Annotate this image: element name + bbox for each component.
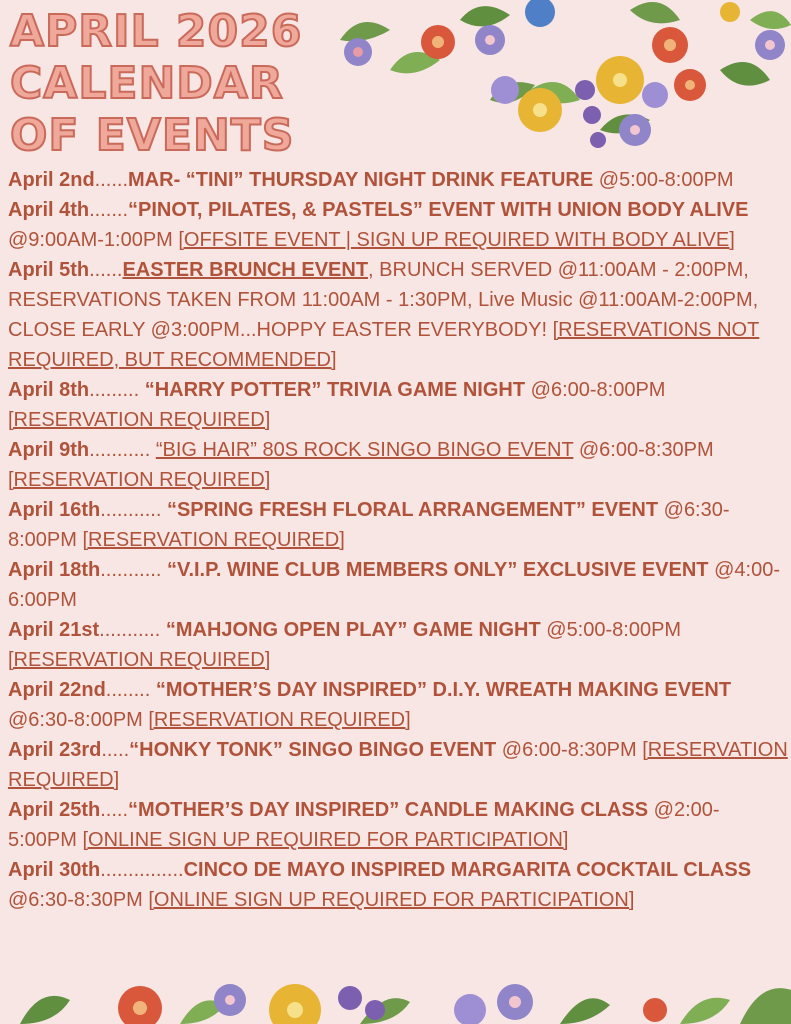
event-item (8, 735, 788, 795)
event-details: @6:30-8:00PM (8, 709, 149, 731)
event-date: April 30th (8, 859, 101, 881)
event-details: @5:00-8:00PM (593, 169, 734, 191)
event-dots: ........... (99, 619, 166, 641)
event-details: @6:30-8:00PM (8, 499, 730, 551)
event-name: “MAHJONG OPEN PLAY” GAME NIGHT (165, 619, 541, 641)
events-list (8, 165, 788, 915)
event-name: “SPRING FRESH FLORAL ARRANGEMENT” EVENT (166, 499, 659, 521)
event-dots: ....... (89, 199, 129, 221)
event-note-link[interactable]: [RESERVATION REQUIRED] (8, 739, 788, 791)
event-item (8, 555, 788, 615)
floral-decoration-top (330, 0, 791, 165)
event-details: , BRUNCH SERVED @11:00AM - 2:00PM, RESERVATIONS TAKEN FROM 11:00AM - 1:30PM, Live Music @11:00AM-2:00PM, CLOSE EARLY @3:00PM...HOPPY EASTER EVERYBODY! (8, 259, 759, 341)
event-dots: ...... (94, 169, 129, 191)
event-date: April 4th (8, 199, 90, 221)
event-details: @4:00-6:00PM (8, 559, 780, 611)
event-item (8, 435, 788, 495)
event-details: @5:00-8:00PM (540, 619, 682, 641)
event-note-link[interactable]: [RESERVATION REQUIRED] (8, 409, 271, 431)
event-note-link[interactable]: [ONLINE SIGN UP REQUIRED FOR PARTICIPATION] (148, 889, 635, 911)
leaf-icon (340, 2, 791, 133)
event-name-link[interactable]: “BIG HAIR” 80S ROCK SINGO BINGO EVENT (155, 439, 574, 461)
event-note-link[interactable]: [RESERVATIONS NOT REQUIRED, BUT RECOMMENDED] (8, 319, 760, 371)
event-item (8, 195, 788, 255)
event-item (8, 255, 788, 375)
event-name: “V.I.P. WINE CLUB MEMBERS ONLY” EXCLUSIVE EVENT (166, 559, 709, 581)
event-date: April 18th (8, 559, 101, 581)
event-dots: ......... (89, 379, 145, 401)
event-date: April 22nd (8, 679, 106, 701)
event-note-link[interactable]: [RESERVATION REQUIRED] (82, 529, 345, 551)
title-line: OF EVENTS (10, 110, 295, 161)
event-details: @2:00-5:00PM (8, 799, 720, 851)
event-date: April 25th (8, 799, 101, 821)
event-dots: ........... (100, 499, 167, 521)
event-note-link[interactable]: [RESERVATION REQUIRED] (8, 649, 271, 671)
event-name: MAR- “TINI” THURSDAY NIGHT DRINK FEATURE (128, 169, 594, 191)
event-name: “MOTHER’S DAY INSPIRED” CANDLE MAKING CLASS (128, 799, 649, 821)
event-dots: ............... (100, 859, 184, 881)
event-item (8, 375, 788, 435)
event-name: “MOTHER’S DAY INSPIRED” D.I.Y. WREATH MAKING EVENT (155, 679, 732, 701)
event-dots: ........ (105, 679, 156, 701)
event-name: “PINOT, PILATES, & PASTELS” EVENT WITH UNION BODY ALIVE (128, 199, 749, 221)
event-date: April 5th (8, 259, 90, 281)
event-details: @9:00AM-1:00PM (8, 229, 179, 251)
event-item (8, 615, 788, 675)
page-title (10, 6, 302, 162)
event-date: April 23rd (8, 739, 102, 761)
event-name: “HARRY POTTER” TRIVIA GAME NIGHT (144, 379, 526, 401)
event-details: @6:00-8:00PM (525, 379, 666, 401)
event-dots: ...... (89, 259, 123, 281)
event-note-link[interactable]: [ONLINE SIGN UP REQUIRED FOR PARTICIPATION] (82, 829, 569, 851)
flower-icon (344, 0, 785, 148)
event-dots: ........... (100, 559, 167, 581)
event-name: “HONKY TONK” SINGO BINGO EVENT (129, 739, 497, 761)
event-name: CINCO DE MAYO INSPIRED MARGARITA COCKTAIL CLASS (183, 859, 752, 881)
event-details: @6:00-8:30PM (496, 739, 643, 761)
event-dots: ........... (89, 439, 156, 461)
event-note-link[interactable]: [OFFSITE EVENT | SIGN UP REQUIRED WITH BODY ALIVE] (178, 229, 735, 251)
event-date: April 21st (8, 619, 100, 641)
event-item (8, 165, 788, 195)
title-line: APRIL 2026 (10, 6, 303, 57)
event-dots: ..... (100, 799, 129, 821)
event-date: April 9th (8, 439, 90, 461)
event-date: April 8th (8, 379, 90, 401)
event-details: @6:30-8:30PM (8, 889, 149, 911)
event-dots: ..... (101, 739, 130, 761)
event-date: April 16th (8, 499, 101, 521)
event-item (8, 495, 788, 555)
event-details: @6:00-8:30PM (573, 439, 714, 461)
event-item (8, 675, 788, 735)
event-item (8, 855, 788, 915)
title-line: CALENDAR (10, 58, 284, 109)
floral-decoration-bottom (0, 980, 791, 1024)
event-date: April 2nd (8, 169, 95, 191)
event-item (8, 795, 788, 855)
event-note-link[interactable]: [RESERVATION REQUIRED] (8, 469, 271, 491)
event-note-link[interactable]: [RESERVATION REQUIRED] (148, 709, 411, 731)
event-name-link[interactable]: EASTER BRUNCH EVENT (122, 259, 369, 281)
